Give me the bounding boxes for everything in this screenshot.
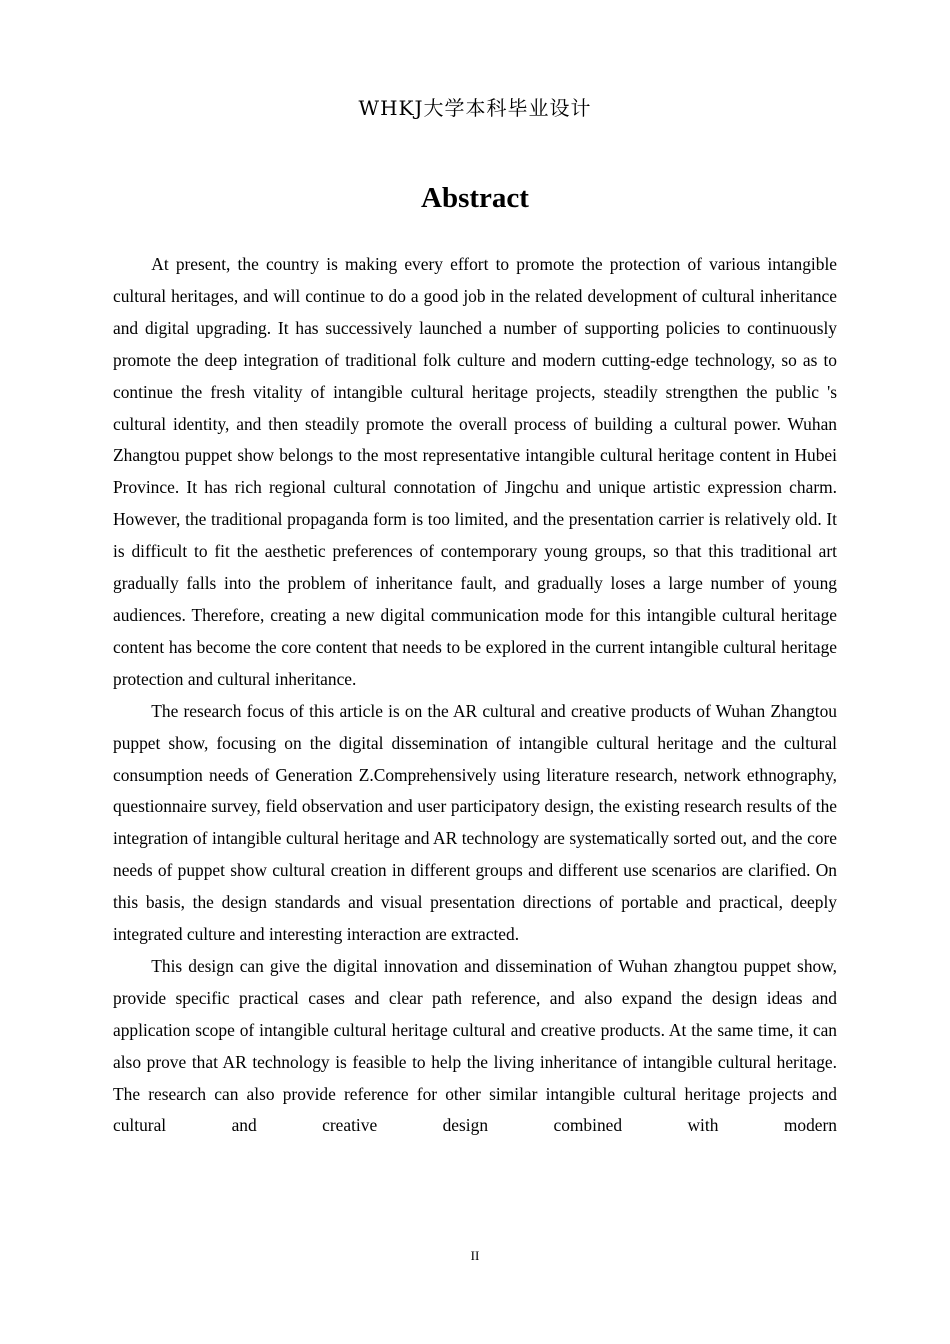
abstract-body (113, 249, 837, 1142)
abstract-title: Abstract (421, 182, 529, 214)
running-header: WHKJ大学本科毕业设计 (358, 96, 592, 120)
abstract-paragraph-3: This design can give the digital innovation and dissemination of Wuhan zhangtou puppet show, provide specific practical cases and clear path reference, and also expand the design ideas and application scope of intangible cultural heritage cultural and creative products. At the same time, it can also prove that AR technology is feasible to help the living inheritance of intangible cultural heritage. The research can also provide reference for other similar intangible cultural heritage projects and cultural and creative design combined with modern (113, 955, 837, 1136)
page-number: II (470, 1248, 480, 1263)
abstract-paragraph-1: At present, the country is making every effort to promote the protection of various intangible cultural heritages, and will continue to do a good job in the related development of cultural inheritance and digital upgrading. It has successively launched a number of supporting policies to continuously promote the deep integration of traditional folk culture and modern cutting-edge technology, so as to continue the fresh vitality of intangible cultural heritage projects, steadily strengthen the public 's cultural identity, and then steadily promote the overall process of building a cultural power. Wuhan Zhangtou puppet show belongs to the most representative intangible cultural heritage content in Hubei Province. It has rich regional cultural connotation of Jingchu and unique artistic expression charm. However, the traditional propaganda form is too limited, and the presentation carrier is relatively old. It is difficult to fit the aesthetic preferences of contemporary young groups, so that this traditional art gradually falls into the problem of inheritance fault, and gradually loses a large number of young audiences. Therefore, creating a new digital communication mode for this intangible cultural heritage content has become the core content that needs to be explored in the current intangible cultural heritage protection and cultural inheritance. (113, 254, 837, 689)
abstract-paragraph-2: The research focus of this article is on the AR cultural and creative products of Wuhan Zhangtou puppet show, focusing on the digital dissemination of intangible cultural heritage and the cultural consumption needs of Generation Z.Comprehensively using literature research, network ethnography, questionnaire survey, field observation and user participatory design, the existing research results of the integration of intangible cultural heritage and AR technology are systematically sorted out, and the core needs of puppet show cultural creation in different groups and different use scenarios are clarified. On this basis, the design standards and visual presentation directions of portable and practical, deeply integrated culture and interesting interaction are extracted. (113, 700, 837, 945)
